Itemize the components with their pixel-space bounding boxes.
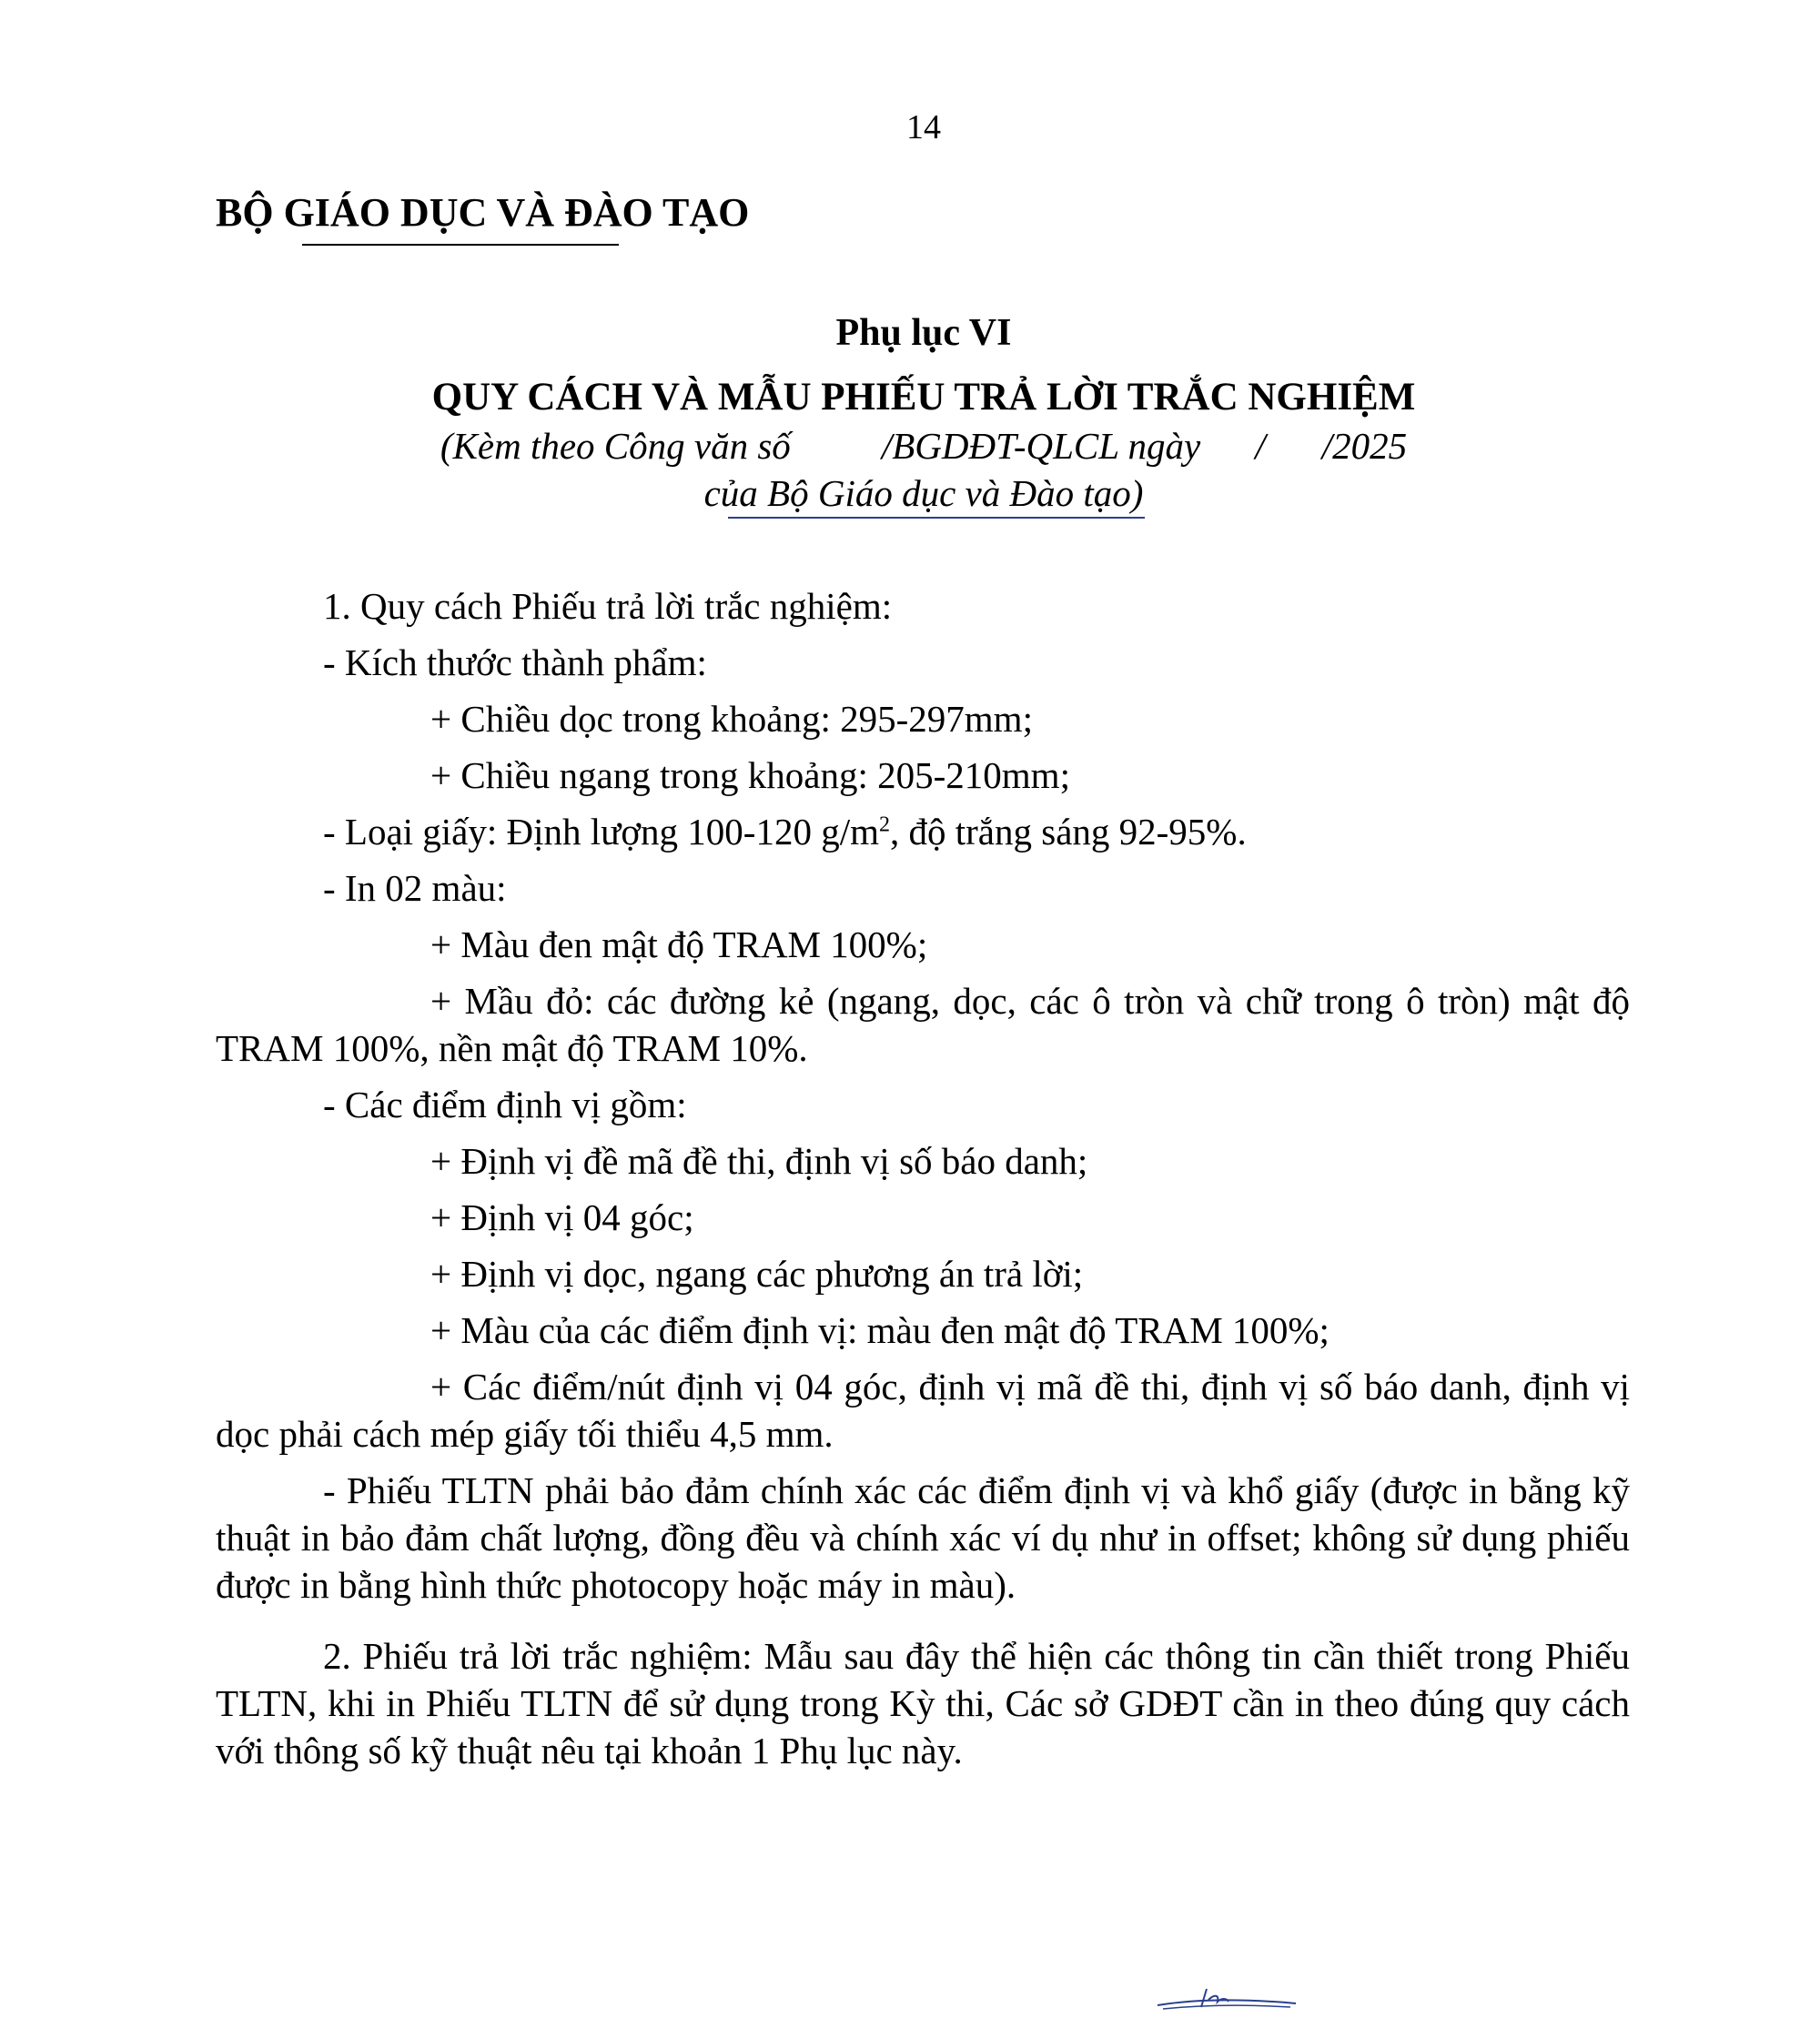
subtitle-underline — [728, 517, 1145, 519]
subtitle-part-1: (Kèm theo Công văn số — [440, 425, 791, 467]
size-horizontal: + Chiều ngang trong khoảng: 205-210mm; — [430, 754, 1070, 796]
accuracy-requirement: - Phiếu TLTN phải bảo đảm chính xác các điểm định vị và khổ giấy (được in bằng kỹ thuật in bảo đảm chất lượng, đồng đều và chính xác ví dụ như in offset; không sử dụng phiếu được in bằng hình thức photocopy hoặc máy in màu). — [216, 1469, 1630, 1606]
document-title: QUY CÁCH VÀ MẪU PHIẾU TRẢ LỜI TRẮC NGHIỆM — [431, 376, 1416, 419]
section-2-paragraph: 2. Phiếu trả lời trắc nghiệm: Mẫu sau đây thể hiện các thông tin cần thiết trong Phiếu TLTN, khi in Phiếu TLTN để sử dụng trong Kỳ thi, Các sở GDĐT cần in theo đúng quy cách với thông số kỹ thuật nêu tại khoản 1 Phụ lục này. — [216, 1635, 1630, 1771]
appendix-title: Phụ lục VI — [835, 312, 1012, 354]
positioning-point-3: + Định vị dọc, ngang các phương án trả lời; — [430, 1253, 1084, 1295]
positioning-point-2: + Định vị 04 góc; — [430, 1196, 694, 1238]
document-body — [216, 582, 1630, 1774]
print-colors-label: - In 02 màu: — [323, 867, 507, 909]
section-1-heading: 1. Quy cách Phiếu trả lời trắc nghiệm: — [323, 585, 893, 627]
paper-type-superscript: 2 — [879, 812, 890, 837]
positioning-point-5: + Các điểm/nút định vị 04 góc, định vị mã đề thi, định vị số báo danh, định vị dọc phải cách mép giấy tối thiểu 4,5 mm. — [216, 1366, 1630, 1455]
signature-initials — [1154, 1982, 1299, 2014]
page-number: 14 — [906, 108, 941, 146]
color-red: + Mầu đỏ: các đường kẻ (ngang, dọc, các ô tròn và chữ trong ô tròn) mật độ TRAM 100%, nền mật độ TRAM 10%. — [216, 980, 1630, 1069]
subtitle-reference — [0, 424, 1820, 468]
paper-type-text: - Loại giấy: Định lượng 100-120 g/m — [323, 811, 879, 853]
positioning-point-4: + Màu của các điểm định vị: màu đen mật độ TRAM 100%; — [430, 1309, 1330, 1351]
ministry-underline — [302, 244, 619, 246]
ministry-name: BỘ GIÁO DỤC VÀ ĐÀO TẠO — [216, 190, 750, 235]
size-label: - Kích thước thành phẩm: — [323, 641, 707, 683]
positioning-point-1: + Định vị đề mã đề thi, định vị số báo danh; — [430, 1140, 1088, 1182]
subtitle-issuer: của Bộ Giáo dục và Đào tạo) — [703, 472, 1144, 514]
subtitle-part-2: /BGDĐT-QLCL ngày — [881, 425, 1201, 467]
color-black: + Màu đen mật độ TRAM 100%; — [430, 923, 928, 965]
subtitle-part-3: / — [1255, 425, 1266, 467]
paper-type — [216, 808, 1630, 855]
paper-type-rest: , độ trắng sáng 92-95%. — [890, 811, 1247, 853]
size-vertical: + Chiều dọc trong khoảng: 295-297mm; — [430, 698, 1033, 740]
subtitle-part-4: /2025 — [1321, 425, 1408, 467]
positioning-points-label: - Các điểm định vị gồm: — [323, 1084, 687, 1125]
